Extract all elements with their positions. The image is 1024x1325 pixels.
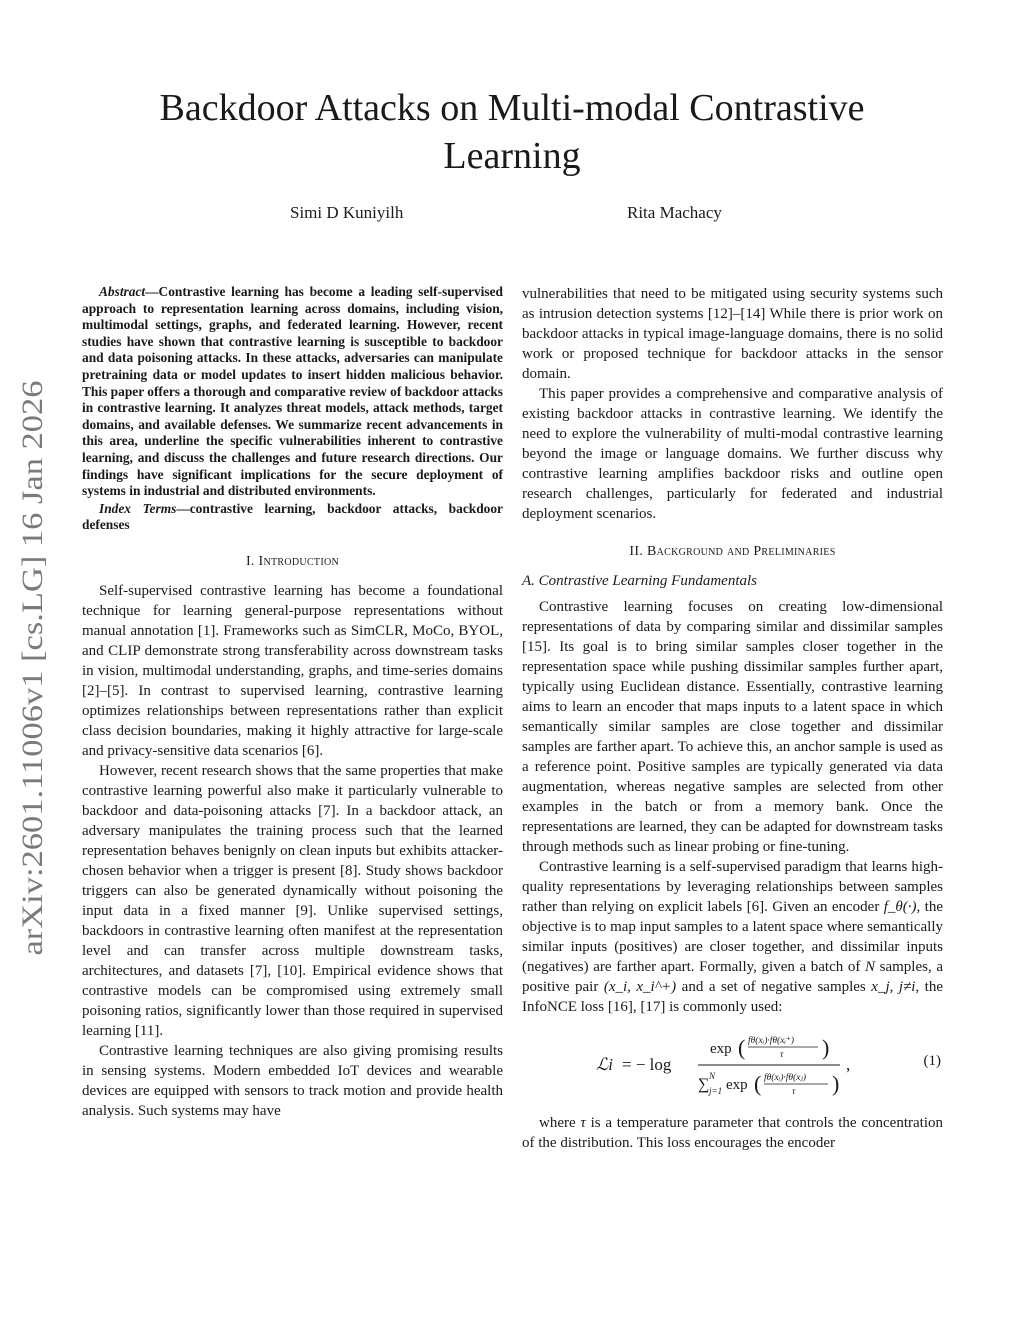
infonce-equation [522, 1023, 943, 1105]
temperature-symbol: τ [580, 1115, 586, 1131]
svg-text:ℒi: ℒi [596, 1055, 613, 1074]
infonce-equation-svg [592, 1023, 892, 1105]
intro-paragraph-3: Contrastive learning techniques are also giving promising results in sensing systems. Modern embedded IoT devices and wearable devices are equipped with sensors to track motion and provide health analysis. Such systems may have [82, 1042, 503, 1119]
section-heading-introduction: I. Introduction [245, 553, 340, 569]
svg-text:fθ(xᵢ)·fθ(xᵢ⁺): fθ(xᵢ)·fθ(xᵢ⁺) [748, 1036, 795, 1046]
right-column [522, 284, 943, 1153]
author-1: Simi D Kuniyilh [290, 203, 404, 222]
index-terms [82, 501, 503, 534]
svg-text:): ) [822, 1035, 830, 1060]
paper-title-line-2: Learning [443, 135, 581, 177]
right-paragraph-2: This paper provides a comprehensive and comparative analysis of existing backdoor attacks in contrastive learning. We identify the need to explore the vulnerability of multi-modal contrastive learning beyond the image or language domains. We further discuss why contrastive learning amplifies backdoor risks and outline open research challenges, particularly for federated and industrial deployment scenarios. [522, 386, 943, 522]
svg-text:fθ(xᵢ)·fθ(xⱼ): fθ(xᵢ)·fθ(xⱼ) [764, 1073, 807, 1083]
index-terms-label: Index Terms [99, 500, 177, 516]
section-heading-background: II. Background and Preliminaries [629, 544, 836, 559]
intro-paragraph-2: However, recent research shows that the same properties that make contrastive learning powerful also make it particularly vulnerable to backdoor and data-poisoning attacks [7]. In a backdoor attack, an adversary manipulates the training process such that the learned representation behaves benignly on clean inputs but exhibits attacker-chosen behavior when a trigger is present [8]. Study shows backdoor triggers can also be generated dynamically without poisoning the input data in a fixed manner [9]. Unlike supervised settings, backdoors in contrastive learning often manifest at the representation level and can transfer across multiple downstream tasks, architectures, and datasets [7], [10]. Empirical evidence shows that contrastive models can be compromised using extremely small poisoning ratios, significantly lower than those required in supervised learning [11]. [82, 762, 503, 1039]
svg-text:exp: exp [726, 1077, 748, 1093]
left-column [82, 284, 503, 1121]
paper-title-line-1: Backdoor Attacks on Multi-modal Contrastive [159, 87, 865, 129]
abstract-label: Abstract [99, 284, 146, 299]
equation-number: (1) [923, 1053, 941, 1069]
arxiv-identifier-stamp [16, 378, 60, 958]
arxiv-identifier-text: arXiv:2601.11006v1 [cs.LG] 16 Jan 2026 [16, 455, 49, 956]
svg-text:exp: exp [710, 1041, 732, 1057]
svg-text:τ: τ [792, 1087, 796, 1097]
bg-p2-text-b: , the objective is to map input samples to a latent space where semantically similar inputs (positives) are closer together, and dissimilar inputs (negatives) are farther apart. Formally, given a batch of [522, 899, 943, 975]
svg-text:(: ( [738, 1035, 746, 1060]
bg-p2-text-c: samples, a positive pair [522, 959, 943, 995]
arxiv-identifier-svg [16, 378, 60, 958]
svg-text:,: , [846, 1055, 851, 1074]
bg-p3-text-a: where [539, 1115, 581, 1131]
svg-text:= − log: = − log [622, 1055, 672, 1074]
bg-p2-text-d: and a set of negative samples [676, 979, 872, 995]
batch-size-symbol: N [865, 959, 876, 975]
bg-p2-text-e: , the InfoNCE loss [16], [17] is commonly used: [522, 979, 944, 1015]
svg-text:(: ( [754, 1071, 762, 1096]
positive-pair-symbol: (x_i, x_i^+) [603, 979, 677, 995]
svg-text:): ) [832, 1071, 840, 1096]
subsection-heading-contrastive-fundamentals: A. Contrastive Learning Fundamentals [522, 573, 757, 589]
background-paragraph-1: Contrastive learning focuses on creating low-dimensional representations of data by comparing similar and dissimilar samples [15]. Its goal is to bring similar samples closer together in the representation space while pushing dissimilar samples further apart, typically using Euclidean distance. Essentially, contrastive learning aims to learn an encoder that maps inputs to a latent space in which semantically similar samples are close together and dissimilar samples are farther apart. To achieve this, an anchor sample is used as a reference point. Positive samples are typically generated via data augmentation, whereas negative samples are selected from other examples in the batch or from a memory bank. Once the representations are learned, they can be adapted for downstream tasks through methods such as linear probing or fine-tuning. [522, 599, 943, 855]
svg-text:τ: τ [780, 1050, 784, 1060]
svg-text:N: N [709, 1071, 716, 1081]
bg-p3-text-b: is a temperature parameter that controls the concentration of the distribution. This loss encourages the encoder [522, 1115, 943, 1151]
right-paragraph-1: vulnerabilities that need to be mitigated using security systems such as intrusion detection systems [12]–[14] While there is prior work on backdoor attacks in typical image-language domains, there is no solid work or proposed technique for backdoor attacks in the sensor domain. [522, 286, 943, 382]
background-paragraph-2 [522, 857, 943, 1017]
bg-p2-text-a: Contrastive learning is a self-supervised paradigm that learns high-quality representations by leveraging relationships between samples rather than relying on explicit labels [6]. Given an encoder [522, 859, 943, 915]
abstract [82, 284, 503, 500]
author-2: Rita Machacy [627, 203, 722, 222]
abstract-text: —Contrastive learning has become a leading self-supervised approach to representation learning across domains, including vision, multimodal settings, graphs, and federated learning. However, recent studies have shown that contrastive learning is susceptible to backdoor and data poisoning attacks. In these attacks, adversaries can manipulate pretraining data or model updates to insert hidden malicious behavior. This paper offers a thorough and comparative review of backdoor attacks in contrastive learning. It analyzes threat models, attack methods, target domains, and available defenses. We summarize recent advancements in this area, underline the specific vulnerabilities inherent to contrastive learning, and discuss the challenges and future research directions. Our findings have significant implications for the secure deployment of systems in industrial and distributed environments. [82, 284, 503, 499]
paper-title [100, 84, 924, 180]
encoder-symbol: f_θ(·) [883, 899, 917, 915]
svg-text:∑: ∑ [698, 1076, 710, 1093]
negative-samples-symbol: x_j, j≠i [871, 979, 916, 995]
intro-paragraph-1: Self-supervised contrastive learning has become a foundational technique for learning general-purpose representations without manual annotation [1]. Frameworks such as SimCLR, MoCo, BYOL, and CLIP demonstrate strong transferability across downstream tasks in vision, multimodal understanding, graphs, and time-series domains [2]–[5]. In contrast to supervised learning, contrastive learning optimizes relationships between representations rather than explicit class decision boundaries, making it highly attractive for large-scale and privacy-sensitive data scenarios [6]. [82, 582, 503, 759]
index-terms-text: —contrastive learning, backdoor attacks, backdoor defenses [82, 500, 503, 533]
svg-text:j=1: j=1 [709, 1086, 723, 1096]
background-paragraph-3 [522, 1113, 943, 1153]
